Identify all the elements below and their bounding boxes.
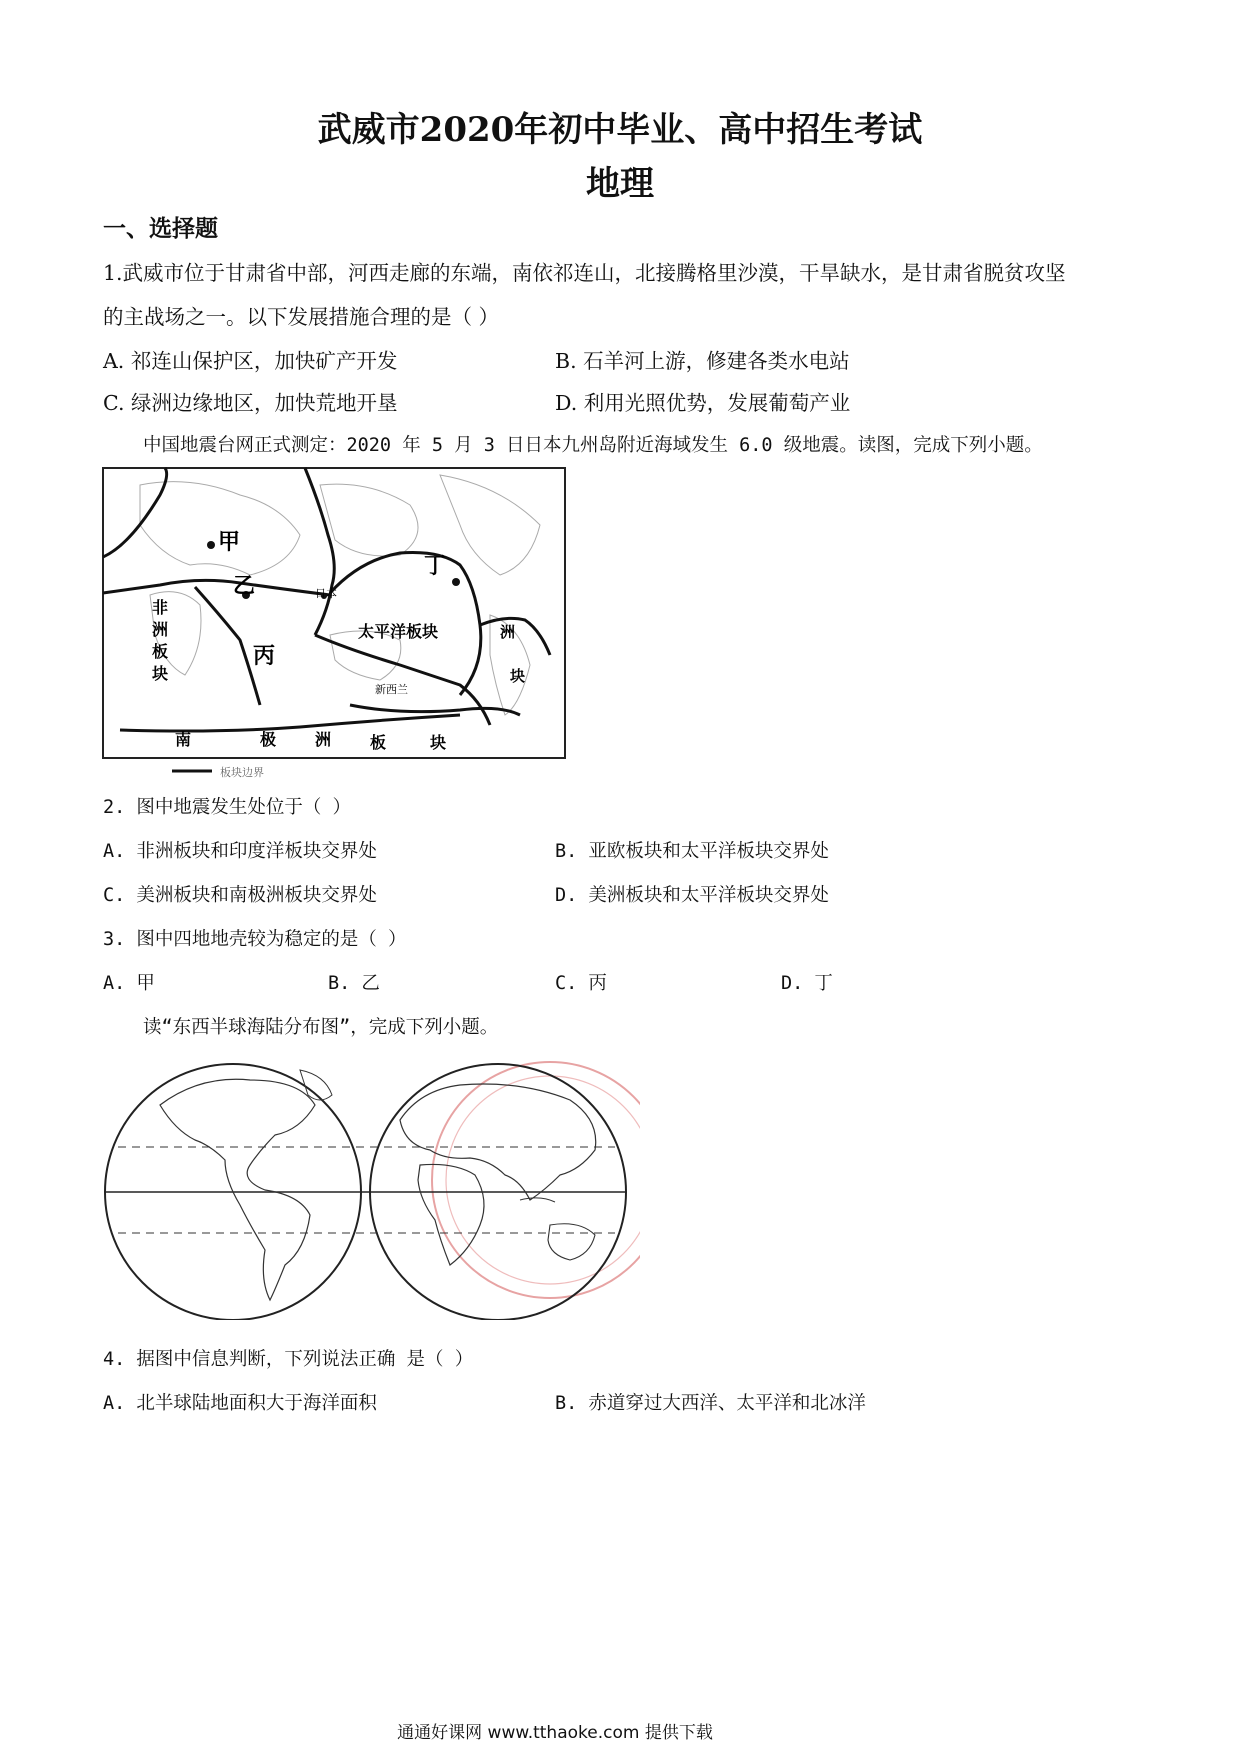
label-antarctic-3: 洲 xyxy=(315,730,332,749)
q3-option-c: C. 丙 xyxy=(555,973,607,994)
point-ding xyxy=(452,578,460,586)
legend-plate-boundary: 板块边界 xyxy=(220,766,264,779)
q4-stem: 4. 据图中信息判断，下列说法正确 是（ ） xyxy=(103,1349,474,1370)
label-xinxilan: 新西兰 xyxy=(375,683,408,696)
label-america-1: 洲 xyxy=(500,623,516,641)
label-america-3: 块 xyxy=(510,667,526,685)
q2-stem: 2. 图中地震发生处位于（ ） xyxy=(103,797,352,818)
plate-map xyxy=(100,465,570,780)
label-riben: 日本 xyxy=(315,587,337,600)
q3-option-a: A. 甲 xyxy=(103,973,155,994)
subject-title: 地理 xyxy=(586,164,654,204)
q1-option-c: C. 绿洲边缘地区，加快荒地开垦 xyxy=(103,391,398,415)
q2-option-c: C. 美洲板块和南极洲板块交界处 xyxy=(103,885,377,906)
q1-stem-line1: 1.武威市位于甘肃省中部，河西走廊的东端，南依祁连山，北接腾格里沙漠，干旱缺水，是甘肃省脱贫攻坚 xyxy=(103,261,1066,285)
label-bing: 丙 xyxy=(253,644,276,669)
q1-stem-line2: 的主战场之一。以下发展措施合理的是（ ） xyxy=(103,305,500,329)
hemisphere-map xyxy=(100,1050,640,1320)
label-pacific-plate: 太平洋板块 xyxy=(358,622,439,641)
label-africa-2: 洲 xyxy=(152,620,169,639)
intro-hemispheres: 读“东西半球海陆分布图”，完成下列小题。 xyxy=(143,1017,499,1038)
q4-option-b: B. 赤道穿过大西洋、太平洋和北冰洋 xyxy=(555,1393,866,1414)
q1-option-b: B. 石羊河上游，修建各类水电站 xyxy=(555,349,850,373)
q1-option-a: A. 祁连山保护区，加快矿产开发 xyxy=(103,349,398,373)
label-africa-1: 非 xyxy=(152,598,169,617)
q2-option-b: B. 亚欧板块和太平洋板块交界处 xyxy=(555,841,829,862)
q3-option-b: B. 乙 xyxy=(328,973,380,994)
q4-option-a: A. 北半球陆地面积大于海洋面积 xyxy=(103,1393,377,1414)
q3-stem: 3. 图中四地地壳较为稳定的是（ ） xyxy=(103,929,407,950)
exam-title: 武威市2020年初中毕业、高中招生考试 xyxy=(317,110,923,150)
label-antarctic-4: 板 xyxy=(370,733,387,752)
point-jia xyxy=(207,541,215,549)
label-africa-3: 板 xyxy=(152,642,169,661)
label-yi: 乙 xyxy=(233,574,256,599)
label-antarctic-5: 块 xyxy=(430,733,447,752)
label-antarctic-2: 极 xyxy=(260,730,277,749)
q2-option-a: A. 非洲板块和印度洋板块交界处 xyxy=(103,841,377,862)
intro-earthquake: 中国地震台网正式测定：2020 年 5 月 3 日日本九州岛附近海域发生 6.0 级地震。读图，完成下列小题。 xyxy=(143,435,1043,456)
q2-option-d: D. 美洲板块和太平洋板块交界处 xyxy=(555,885,829,906)
label-jia: 甲 xyxy=(218,530,241,555)
q3-option-d: D. 丁 xyxy=(781,973,833,994)
footer-source: 通通好课网 www.tthaoke.com 提供下载 xyxy=(397,1723,713,1743)
label-africa-4: 块 xyxy=(152,664,169,683)
label-antarctic-1: 南 xyxy=(175,730,192,749)
section-heading: 一、选择题 xyxy=(103,215,218,242)
label-ding: 丁 xyxy=(424,554,447,579)
q1-option-d: D. 利用光照优势，发展葡萄产业 xyxy=(555,391,851,415)
